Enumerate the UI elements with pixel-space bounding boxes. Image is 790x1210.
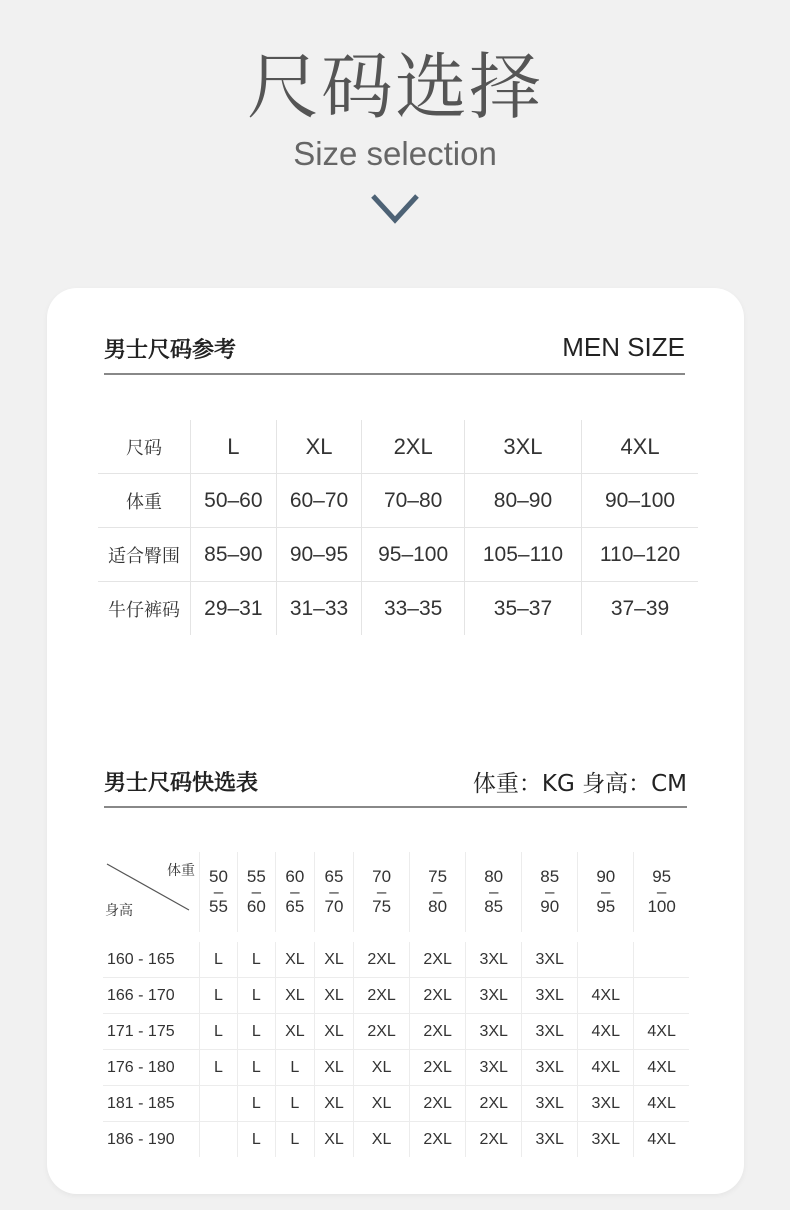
weight-from: 55	[246, 867, 266, 886]
size-cell	[578, 942, 634, 978]
weight-dash: –	[656, 882, 667, 901]
table-cell: 50–60	[191, 474, 277, 528]
weight-dash: –	[601, 882, 611, 901]
weight-to: 85	[484, 897, 504, 916]
size-cell: XL	[354, 1086, 410, 1122]
table-cell: 37–39	[582, 582, 698, 636]
size-cell: 2XL	[410, 1014, 466, 1050]
weight-from: 65	[324, 867, 344, 886]
size-cell: L	[275, 1050, 314, 1086]
weight-to: 90	[540, 897, 560, 916]
column-header: 3XL	[464, 420, 581, 474]
size-cell: 4XL	[578, 1014, 634, 1050]
height-range-label: 176 - 180	[103, 1050, 200, 1086]
table-cell: 35–37	[464, 582, 581, 636]
size-cell: XL	[275, 942, 314, 978]
size-cell: XL	[314, 1014, 353, 1050]
size-cell	[200, 1122, 238, 1158]
height-range-label: 160 - 165	[103, 942, 200, 978]
corner-weight-label: 体重	[167, 863, 195, 879]
table-row	[103, 1086, 689, 1122]
table-row	[98, 474, 698, 528]
size-cell: L	[237, 1122, 275, 1158]
weight-to: 100	[647, 897, 676, 916]
size-cell: L	[275, 1086, 314, 1122]
weight-to: 80	[428, 897, 448, 916]
table-row	[103, 1122, 689, 1158]
size-cell: 3XL	[522, 1086, 578, 1122]
row-label: 体重	[98, 474, 191, 528]
weight-column-header	[522, 852, 578, 932]
spacer-row	[103, 932, 689, 942]
weight-to: 75	[372, 897, 392, 916]
size-cell: 3XL	[522, 978, 578, 1014]
size-cell: XL	[314, 1086, 353, 1122]
size-cell: 4XL	[578, 978, 634, 1014]
weight-column-header	[275, 852, 314, 932]
size-cell: 3XL	[578, 1086, 634, 1122]
row-label: 适合臀围	[98, 528, 191, 582]
size-cell: XL	[275, 1014, 314, 1050]
size-cell: XL	[275, 978, 314, 1014]
weight-column-header	[200, 852, 238, 932]
size-cell: 4XL	[634, 1050, 689, 1086]
weight-from: 70	[372, 867, 392, 886]
weight-column-header	[237, 852, 275, 932]
divider	[104, 373, 685, 375]
table-cell: 90–95	[276, 528, 362, 582]
weight-from: 90	[596, 867, 616, 886]
size-cell: 2XL	[410, 942, 466, 978]
weight-column-header	[578, 852, 634, 932]
size-cell: L	[237, 1014, 275, 1050]
table-cell: 80–90	[464, 474, 581, 528]
weight-from: 75	[428, 867, 448, 886]
size-cell: 4XL	[634, 1122, 689, 1158]
weight-header-row	[103, 852, 689, 932]
size-cell: 2XL	[410, 978, 466, 1014]
height-range-label: 171 - 175	[103, 1014, 200, 1050]
size-cell: L	[237, 1050, 275, 1086]
column-header: L	[191, 420, 277, 474]
size-cell: 2XL	[410, 1050, 466, 1086]
table-cell: 29–31	[191, 582, 277, 636]
size-cell	[634, 942, 689, 978]
table-row	[103, 1050, 689, 1086]
size-cell	[200, 1086, 238, 1122]
size-cell: 2XL	[354, 1014, 410, 1050]
table-cell: 85–90	[191, 528, 277, 582]
weight-from: 95	[652, 867, 672, 886]
size-cell: L	[237, 942, 275, 978]
size-cell: L	[200, 978, 238, 1014]
page-title: 尺码选择	[246, 45, 543, 129]
size-cell: 3XL	[522, 1122, 578, 1158]
weight-column-header	[314, 852, 353, 932]
table-row	[103, 978, 689, 1014]
weight-from: 50	[208, 867, 228, 886]
size-cell: L	[200, 1014, 238, 1050]
table-cell: 110–120	[582, 528, 698, 582]
weight-dash: –	[488, 882, 499, 901]
weight-column-header	[634, 852, 689, 932]
size-cell: 3XL	[522, 1050, 578, 1086]
size-cell: 2XL	[354, 942, 410, 978]
table-cell: 60–70	[276, 474, 362, 528]
corner-height-label: 身高	[105, 903, 133, 919]
weight-from: 80	[484, 867, 504, 886]
size-cell: 4XL	[578, 1050, 634, 1086]
weight-dash: –	[544, 882, 555, 901]
weight-to: 70	[324, 897, 344, 916]
column-header: XL	[276, 420, 362, 474]
weight-column-header	[354, 852, 410, 932]
table-cell: 90–100	[582, 474, 698, 528]
size-cell: L	[237, 978, 275, 1014]
size-cell: 2XL	[354, 978, 410, 1014]
size-cell: L	[200, 1050, 238, 1086]
column-header: 4XL	[582, 420, 698, 474]
table-cell: 95–100	[362, 528, 465, 582]
weight-dash: –	[290, 882, 300, 901]
size-cell: 4XL	[634, 1014, 689, 1050]
weight-column-header	[410, 852, 466, 932]
quick-size-table	[103, 852, 689, 1157]
size-cell: 4XL	[634, 1086, 689, 1122]
size-cell: 2XL	[466, 1086, 522, 1122]
men-size-table	[98, 420, 698, 635]
height-range-label: 186 - 190	[107, 1130, 175, 1148]
size-cell: XL	[354, 1050, 410, 1086]
men-size-title-en: MEN SIZE	[562, 332, 685, 362]
size-cell: 3XL	[522, 1014, 578, 1050]
height-range-label: 166 - 170	[103, 978, 200, 1014]
table-cell: 33–35	[362, 582, 465, 636]
weight-from: 60	[285, 867, 305, 886]
weight-dash: –	[251, 882, 262, 901]
row-label: 牛仔裤码	[108, 599, 180, 621]
column-header: 2XL	[362, 420, 465, 474]
table-cell: 70–80	[362, 474, 465, 528]
page-subtitle: Size selection	[293, 135, 497, 172]
size-cell: 3XL	[466, 1014, 522, 1050]
table-header-row	[98, 420, 698, 474]
table-cell: 105–110	[464, 528, 581, 582]
quick-chart-units: 体重：KG 身高：CM	[472, 771, 687, 797]
size-cell	[634, 978, 689, 1014]
size-cell: 3XL	[466, 1050, 522, 1086]
weight-from: 85	[540, 867, 560, 886]
weight-dash: –	[213, 882, 224, 901]
size-cell: L	[275, 1122, 314, 1158]
divider	[104, 806, 687, 808]
men-size-title-cn: 男士尺码参考	[104, 338, 237, 363]
size-cell: XL	[314, 942, 353, 978]
corner-cell	[103, 852, 200, 932]
size-cell: 3XL	[578, 1122, 634, 1158]
weight-to: 55	[208, 897, 228, 916]
size-cell: XL	[354, 1122, 410, 1158]
size-cell: 3XL	[466, 942, 522, 978]
table-row	[98, 582, 698, 636]
weight-column-header	[466, 852, 522, 932]
size-cell: 2XL	[410, 1086, 466, 1122]
size-cell: XL	[314, 1050, 353, 1086]
weight-dash: –	[432, 882, 443, 901]
table-row	[103, 1014, 689, 1050]
size-cell: L	[200, 942, 238, 978]
weight-to: 65	[285, 897, 305, 916]
size-cell: XL	[314, 978, 353, 1014]
size-cell: 3XL	[522, 942, 578, 978]
height-range-label: 181 - 185	[103, 1086, 200, 1122]
weight-to: 60	[246, 897, 266, 916]
quick-chart-title-cn: 男士尺码快选表	[104, 771, 259, 796]
table-row	[103, 942, 689, 978]
table-cell: 31–33	[276, 582, 362, 636]
size-cell: XL	[314, 1122, 353, 1158]
chevron-down-icon	[370, 192, 420, 224]
weight-to: 95	[596, 897, 616, 916]
size-cell: L	[237, 1086, 275, 1122]
column-header-size: 尺码	[98, 420, 191, 474]
weight-dash: –	[329, 882, 339, 901]
size-cell: 2XL	[410, 1122, 466, 1158]
size-cell: 2XL	[466, 1122, 522, 1158]
weight-dash: –	[376, 882, 387, 901]
table-row	[98, 528, 698, 582]
size-cell: 3XL	[466, 978, 522, 1014]
